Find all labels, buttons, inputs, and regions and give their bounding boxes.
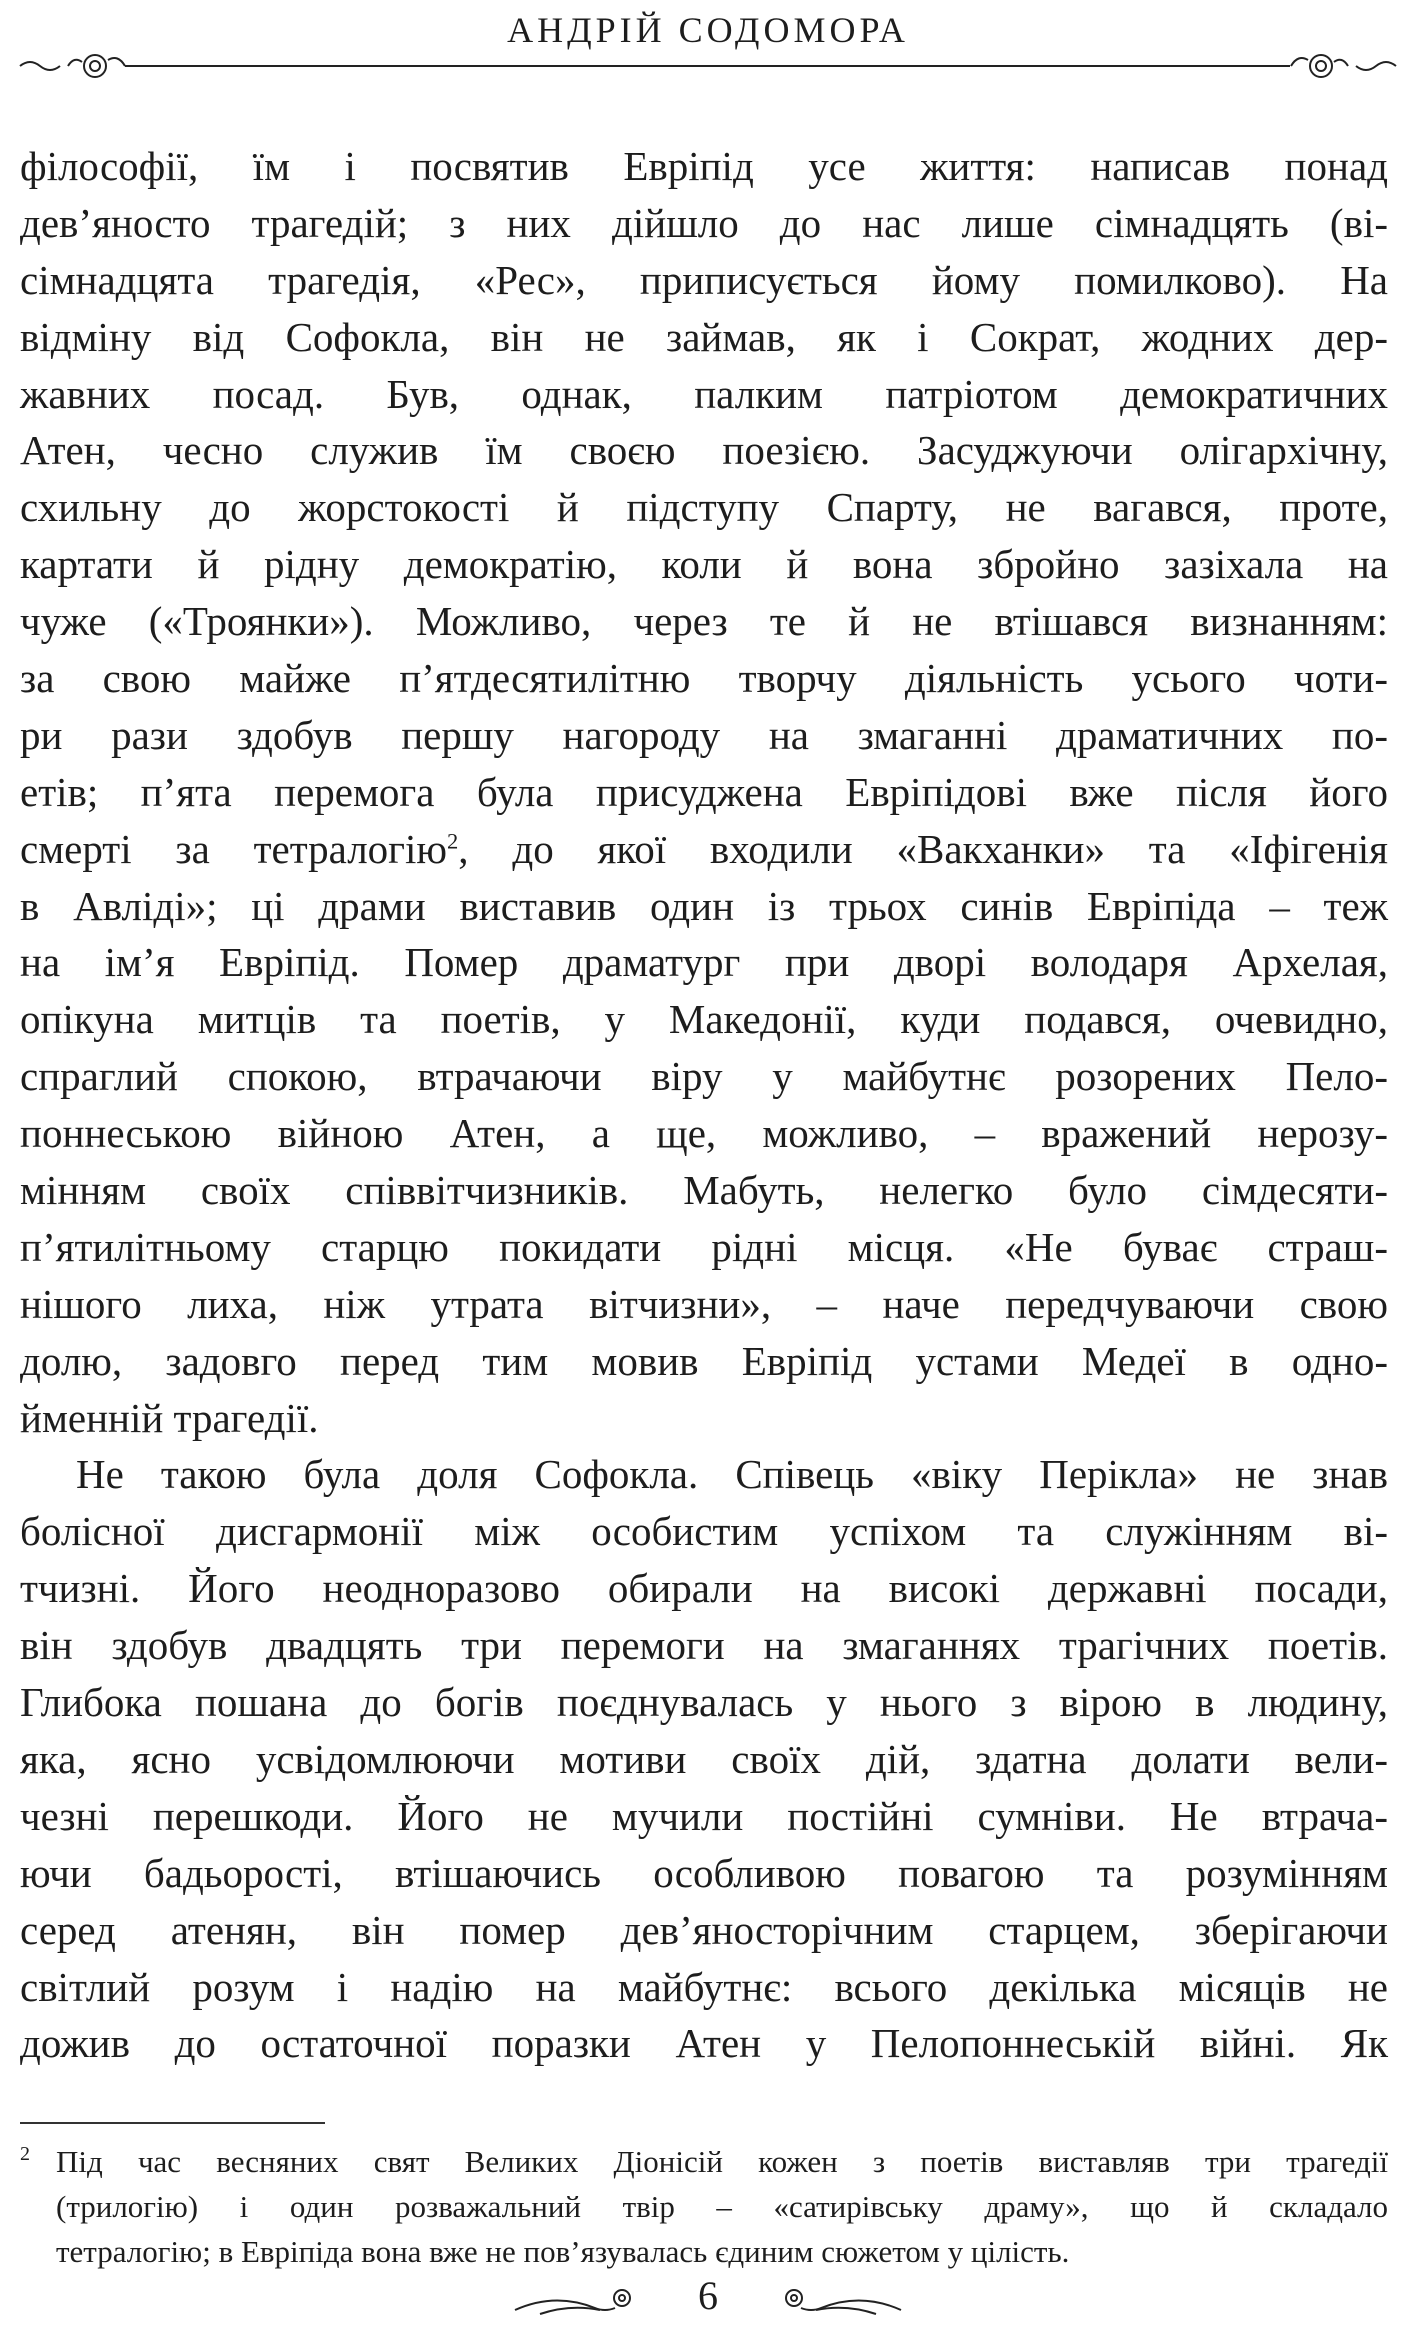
footnote-line: Під час весняних свят Великих Діонісій кожен з поетів виставляв три трагедії	[56, 2144, 1388, 2179]
text-line: нішого лиха, ніж утрата вітчизни», – наче передчуваючи свою	[20, 1280, 1388, 1327]
text-line: йменній трагедії.	[20, 1394, 319, 1441]
text-line: дожив до остаточної поразки Атен у Пелопоннеській війні. Як	[20, 2020, 1388, 2067]
text-line: схильну до жорстокості й підступу Спарту, не вагався, проте,	[20, 484, 1388, 531]
text-line: світлий розум і надію на майбутнє: всього декілька місяців не	[20, 1963, 1388, 2010]
paragraph-first-line: Не такою була доля Софокла. Співець «віку Перікла» не знав	[76, 1451, 1388, 1498]
text-line: ючи бадьорості, втішаючись особливою повагою та розумінням	[20, 1849, 1388, 1896]
footnote	[20, 2139, 1388, 2274]
text-line: жавних посад. Був, однак, палким патріотом демократичних	[20, 370, 1388, 417]
footnote-number: 2	[20, 2143, 30, 2165]
text-line: чезні перешкоди. Його не мучили постійні сумніви. Не втрача-	[20, 1792, 1388, 1839]
text-line: спраглий спокою, втрачаючи віру у майбутнє розорених Пело-	[20, 1053, 1388, 1100]
text-line: ри рази здобув першу нагороду на змаганні драматичних по-	[20, 711, 1388, 758]
main-text	[20, 138, 1388, 2072]
text-fragment: смерті за тетралогію	[20, 825, 448, 872]
text-line: в Авліді»; ці драми виставив один із трьох синів Евріпіда – теж	[20, 882, 1388, 929]
text-line: дев’яносто трагедій; з них дійшло до нас лише сімнадцять (ві-	[20, 199, 1388, 246]
text-line: чуже («Троянки»). Можливо, через те й не втішався визнанням:	[20, 598, 1388, 645]
text-line: картати й рідну демократію, коли й вона збройно зазіхала на	[20, 541, 1388, 588]
text-line: Глибока пошана до богів поєднувалась у нього з вірою в людину,	[20, 1679, 1388, 1726]
text-line: тчизні. Його неодноразово обирали на високі державні посади,	[20, 1565, 1388, 1612]
page-footer	[0, 2268, 1416, 2328]
footnote-line: тетралогію; в Евріпіда вона вже не пов’язувалась єдиним сюжетом у цілість.	[56, 2234, 1070, 2269]
text-line: філософії, їм і посвятив Евріпід усе життя: написав понад	[20, 143, 1388, 189]
text-line: яка, ясно усвідомлюючи мотиви своїх дій, здатна долати вели-	[20, 1735, 1388, 1782]
text-line: долю, задовго перед тим мовив Евріпід устами Медеї в одно-	[20, 1337, 1388, 1384]
header-ornament-rule	[0, 48, 1416, 88]
text-line: він здобув двадцять три перемоги на змаганнях трагічних поетів.	[20, 1622, 1388, 1669]
text-line: сімнадцята трагедія, «Рес», приписується йому помилково). На	[20, 256, 1388, 303]
text-line: етів; п’ята перемога була присуджена Евріпідові вже після його	[20, 768, 1388, 815]
text-line: на ім’я Евріпід. Помер драматург при дворі володаря Архелая,	[20, 939, 1388, 986]
text-line: Атен, чесно служив їм своєю поезією. Засуджуючи олігархічну,	[20, 427, 1388, 474]
text-line: поннеською війною Атен, а ще, можливо, – вражений нерозу-	[20, 1110, 1388, 1157]
text-line: відміну від Софокла, він не займав, як і Сократ, жодних дер-	[20, 313, 1388, 360]
text-line: болісної дисгармонії між особистим успіхом та служінням ві-	[20, 1508, 1388, 1555]
page-number: 6	[698, 2273, 718, 2318]
text-line: п’ятилітньому старцю покидати рідні місця. «Не буває страш-	[20, 1223, 1388, 1270]
footnote-separator	[20, 2122, 325, 2124]
text-line-with-footnote-ref	[20, 821, 1388, 878]
footnote-line: (трилогію) і один розважальний твір – «сатирівську драму», що й складало	[56, 2189, 1388, 2224]
text-fragment: , до якої входили «Вакханки» та «Іфігенія	[458, 825, 1388, 872]
text-line: опікуна митців та поетів, у Македонії, куди подався, очевидно,	[20, 996, 1388, 1043]
text-line: мінням своїх співвітчизників. Мабуть, нелегко було сімдесяти-	[20, 1167, 1388, 1214]
text-line: за свою майже п’ятдесятилітню творчу діяльність усього чоти-	[20, 655, 1388, 702]
running-head: АНДРІЙ СОДОМОРА	[507, 10, 909, 50]
text-line: серед атенян, він помер дев’яносторічним старцем, зберігаючи	[20, 1906, 1388, 1953]
footnote-reference[interactable]: 2	[447, 828, 459, 854]
